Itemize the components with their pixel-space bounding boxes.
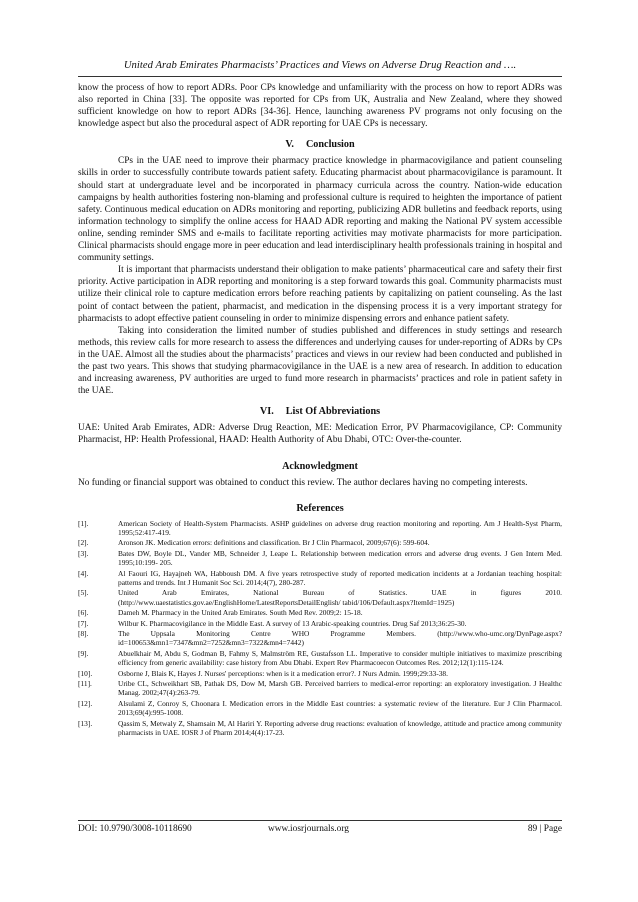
running-head: United Arab Emirates Pharmacists’ Practices and Views on Adverse Drug Reaction and …. xyxy=(123,60,517,71)
reference-number: [9]. xyxy=(78,648,89,658)
reference-number: [13]. xyxy=(78,718,93,728)
reference-item xyxy=(78,649,562,668)
section-title: Conclusion xyxy=(305,139,355,151)
reference-text: Dameh M. Pharmacy in the United Arab Emirates. South Med Rev. 2009;2: 15-18. xyxy=(118,608,363,618)
reference-text: Uribe CL, Schweikhart SB, Pathak DS, Dow M, Marsh GB. Perceived barriers to medical-error reporting: an exploratory investigation. J Healthc Manag. 2002;47(4):263-79. xyxy=(118,679,562,698)
conclusion-paragraph: Taking into consideration the limited number of studies published and differences in study settings and research methods, this review calls for more research to assess the differences and underlying causes for under-reporting of ADRs by CPs in the UAE. Almost all the studies about the pharmacists’ practices and views in our review had been conducted and published in the past two years. This shows that studying pharmacovigilance in the UAE is a new area of research. In addition to education and increasing awareness, PV authorities are urged to fund more research in pharmacists’ practices and role in patient safety in the UAE. xyxy=(78,325,562,397)
reference-item xyxy=(78,519,562,538)
footer-page-number: 89 | Page xyxy=(527,824,562,834)
reference-item xyxy=(78,669,562,678)
abbreviations-text: UAE: United Arab Emirates, ADR: Adverse Drug Reaction, ME: Medication Error, PV Pharmacovigilance, CP: Community Pharmacist, HP: Health Professional, HAAD: Health Authority of Abu Dhabi, OTC: Over-the-counter. xyxy=(78,423,562,446)
page-footer xyxy=(78,824,562,834)
reference-text: Abuelkhair M, Abdu S, Godman B, Fahmy S, Malmström RE, Gustafsson LL. Imperative to consider multiple initiatives to maximize prescribing efficiency from generic availability: case history from Abu Dhabi. Expert Rev Pharmacoecon Outcomes Res. 2012;12(1):115-124. xyxy=(118,648,562,668)
reference-number: [8]. xyxy=(78,629,89,639)
document-body xyxy=(78,82,562,739)
references-list xyxy=(78,519,562,738)
reference-text: Al Faouri IG, Hayajneh WA, Habboush DM. A five years retrospective study of reported medication incidents at a Jordanian teaching hospital: patterns and trends. Int J Humanit Soc Sci. 2014;4(7), 280-287. xyxy=(118,568,562,587)
references-heading: References xyxy=(296,502,344,514)
section-number: V. xyxy=(285,139,294,151)
section-title: List Of Abbreviations xyxy=(285,406,381,418)
footer-rule xyxy=(78,820,562,821)
header-rule xyxy=(78,76,562,77)
conclusion-paragraph: CPs in the UAE need to improve their pharmacy practice knowledge in pharmacovigilance and patient counseling skills in order to successfully contribute towards patient safety. Educating pharmacist about pharmacovigilance is paramount. It should start at undergraduate level and be incorporated in pharmacy curricula across the country. Nation-wide education campaigns by health authorities fostering non-blaming and professional culture is required to heighten the importance of patient safety. Continuous medical education on ADRs monitoring and reporting, publicizing ADR bulletins and feedback reports, using information technology to simplify the online access for HAAD ADR reporting and making the National PV system accessible online, sending reminder SMS and e-mails to facilitate reporting activities may motivate pharmacists for more participation. Clinical pharmacists should engage more in peer education and lead interdisciplinary health professionals training in hospital and community settings. xyxy=(78,156,562,264)
reference-text: Aronson JK. Medication errors: definitions and classification. Br J Clin Pharmacol, 2009;67(6): 599-604. xyxy=(118,538,430,548)
reference-number: [1]. xyxy=(78,518,89,528)
footer-website: www.iosrjournals.org xyxy=(268,824,349,834)
reference-number: [2]. xyxy=(78,538,89,548)
reference-number: [7]. xyxy=(78,618,89,628)
reference-number: [11]. xyxy=(78,679,92,689)
reference-text: Bates DW, Boyle DL, Vander MB, Schneider J, Leape L. Relationship between medication errors and adverse drug events. J Gen Intern Med. 1995;10:199- 205. xyxy=(118,548,562,568)
reference-text: The Uppsala Monitoring Centre WHO Programme Members. (http://www.who-umc.org/DynPage.aspx?id=100653&mn1=7347&mn2=7252&mn3=7322&mn4=7442) xyxy=(118,629,562,648)
reference-item xyxy=(78,619,562,628)
conclusion-paragraph: It is important that pharmacists understand their obligation to make patients’ pharmaceutical care and safety their first priority. Active participation in ADR reporting and monitoring is a step forward towards this goal. Community pharmacists must utilize their clinical role to capture medication errors before reaching patients by capitalizing on patient counseling. As the last point of contact between the patient, pharmacist, and medication in the dispensing process it is a very important strategy for pharmacists to adopt effective patient counseling in order to minimize dispensing errors and enhance patient safety. xyxy=(78,265,562,324)
reference-number: [3]. xyxy=(78,548,89,558)
reference-item xyxy=(78,569,562,588)
reference-item xyxy=(78,538,562,547)
section-number: VI. xyxy=(259,406,274,418)
reference-text: United Arab Emirates, National Bureau of Statistics. UAE in figures 2010. (http://www.uaestatistics.gov.ae/EnglishHome/LatestReportsDetailEnglish/ tabid/106/Default.aspx?ItemId=1925) xyxy=(118,588,562,607)
reference-item xyxy=(78,699,562,718)
reference-item xyxy=(78,629,562,648)
reference-text: Qassim S, Metwaly Z, Shamsain M, Al Hariri Y. Reporting adverse drug reactions: evaluation of knowledge, attitude and practice among community pharmacists in UAE. IOSR J of Pharm 2014;4(4):17-23. xyxy=(118,718,562,738)
reference-item xyxy=(78,679,562,698)
reference-number: [5]. xyxy=(78,588,89,598)
reference-number: [6]. xyxy=(78,608,89,618)
reference-number: [12]. xyxy=(78,698,93,708)
reference-item xyxy=(78,608,562,617)
reference-item xyxy=(78,588,562,607)
acknowledgment-text: No funding or financial support was obtained to conduct this review. The author declares having no competing interests. xyxy=(78,478,528,489)
reference-text: Wilbur K. Pharmacovigilance in the Middle East. A survey of 13 Arabic-speaking countries. Drug Saf 2013;36:25-30. xyxy=(118,618,467,628)
reference-text: American Society of Health-System Pharmacists. ASHP guidelines on adverse drug reaction monitoring and reporting. Am J Health-Syst Pharm, 1995;52:417-419. xyxy=(118,518,562,537)
abbreviations-heading xyxy=(78,405,562,418)
reference-item xyxy=(78,549,562,568)
acknowledgment-heading: Acknowledgment xyxy=(282,461,358,473)
reference-number: [4]. xyxy=(78,568,89,578)
reference-text: Osborne J, Blais K, Hayes J. Nurses' perceptions: when is it a medication error?. J Nurs Admin. 1999;29:33-38. xyxy=(118,668,448,678)
footer-doi: DOI: 10.9790/3008-10118690 xyxy=(78,824,192,834)
conclusion-heading xyxy=(78,138,562,151)
reference-text: Alsulami Z, Conroy S, Choonara I. Medication errors in the Middle East countries: a systematic review of the literature. Eur J Clin Pharmacol. 2013;69(4):995-1008. xyxy=(118,698,562,718)
reference-number: [10]. xyxy=(78,668,93,678)
intro-paragraph: know the process of how to report ADRs. Poor CPs knowledge and unfamiliarity with the process on how to report ADRs was also reported in China [33]. The opposite was reported for CPs from UK, Australia and New Zealand, where they showed sufficient knowledge on how to report ADRs [34-36]. Hence, launching awareness PV programs not only focusing on the knowledge aspect but also the procedural aspect of ADR reporting for UAE CPs is necessary. xyxy=(78,83,562,130)
reference-item xyxy=(78,719,562,738)
